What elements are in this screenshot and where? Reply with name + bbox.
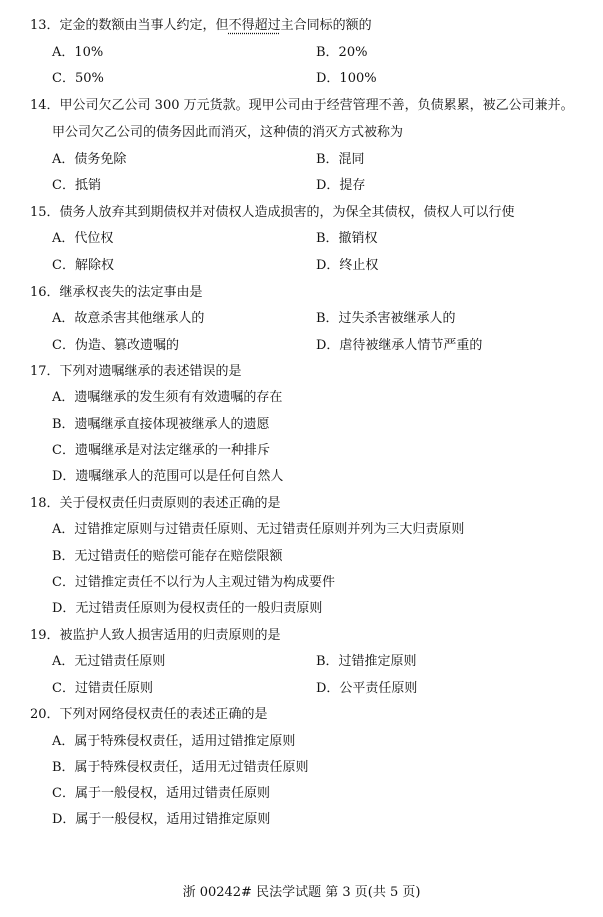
question-stem: 债务人放弃其到期债权并对债权人造成损害的，为保全其债权，债权人可以行使	[59, 205, 515, 220]
question-stem: 定金的数额由当事人约定，但不得超过主合同标的额的	[59, 18, 372, 33]
option-d: D．属于一般侵权，适用过错推定原则	[52, 812, 271, 827]
option-a: A．遗嘱继承的发生须有有效遗嘱的存在	[52, 390, 283, 405]
option-a: A．10%	[52, 45, 104, 60]
question-number: 20．	[30, 707, 60, 722]
option-d: D．虐待被继承人情节严重的	[316, 338, 483, 353]
option-c: C．解除权	[52, 258, 114, 273]
option-c: C．属于一般侵权，适用过错责任原则	[52, 786, 270, 801]
question-stem-continued: 甲公司欠乙公司的债务因此而消灭，这种债的消灭方式被称为	[52, 125, 404, 140]
option-c: C．过错责任原则	[52, 681, 153, 696]
option-a: A．故意杀害其他继承人的	[52, 311, 205, 326]
option-b: B．过错推定原则	[316, 654, 417, 669]
option-a: A．无过错责任原则	[52, 654, 166, 669]
option-b: B．撤销权	[316, 231, 378, 246]
question-15	[30, 201, 590, 220]
question-number: 13．	[30, 18, 60, 33]
question-13	[30, 14, 590, 33]
option-c: C．50%	[52, 71, 104, 86]
option-c: C．过错推定责任不以行为人主观过错为构成要件	[52, 575, 335, 590]
option-c: C．抵销	[52, 178, 101, 193]
option-d: D．终止权	[316, 258, 379, 273]
question-stem: 被监护人致人损害适用的归责原则的是	[59, 628, 281, 643]
question-stem: 下列对遗嘱继承的表述错误的是	[59, 364, 242, 379]
option-d: D．提存	[316, 178, 366, 193]
question-number: 14．	[30, 98, 60, 113]
question-16	[30, 281, 590, 300]
question-number: 18．	[30, 496, 60, 511]
option-b: B．20%	[316, 45, 368, 60]
question-number: 15．	[30, 205, 60, 220]
question-20	[30, 703, 590, 722]
question-stem: 下列对网络侵权责任的表述正确的是	[59, 707, 268, 722]
question-17	[30, 360, 590, 379]
question-stem: 甲公司欠乙公司 300 万元货款。现甲公司由于经营管理不善，负债累累，被乙公司兼并。	[59, 98, 574, 113]
emphasis-text: 不得超过	[228, 18, 281, 33]
question-stem: 关于侵权责任归责原则的表述正确的是	[59, 496, 281, 511]
question-19	[30, 624, 590, 643]
question-number: 16．	[30, 285, 60, 300]
option-b: B．混同	[316, 152, 365, 167]
option-c: C．伪造、篡改遗嘱的	[52, 338, 179, 353]
question-number: 19．	[30, 628, 60, 643]
option-b: B．遗嘱继承直接体现被继承人的遗愿	[52, 417, 270, 432]
option-d: D．遗嘱继承人的范围可以是任何自然人	[52, 469, 284, 484]
option-a: A．过错推定原则与过错责任原则、无过错责任原则并列为三大归责原则	[52, 522, 465, 537]
question-stem: 继承权丧失的法定事由是	[59, 285, 203, 300]
option-c: C．遗嘱继承是对法定继承的一种排斥	[52, 443, 270, 458]
option-b: B．无过错责任的赔偿可能存在赔偿限额	[52, 549, 283, 564]
option-d: D．无过错责任原则为侵权责任的一般归责原则	[52, 601, 323, 616]
question-14	[30, 94, 590, 113]
option-d: D．公平责任原则	[316, 681, 418, 696]
page-footer: 浙 00242# 民法学试题 第 3 页(共 5 页)	[182, 885, 421, 900]
option-a: A．属于特殊侵权责任，适用过错推定原则	[52, 734, 296, 749]
option-b: B．过失杀害被继承人的	[316, 311, 456, 326]
question-number: 17．	[30, 364, 60, 379]
option-a: A．债务免除	[52, 152, 127, 167]
question-18	[30, 492, 590, 511]
option-a: A．代位权	[52, 231, 114, 246]
option-b: B．属于特殊侵权责任，适用无过错责任原则	[52, 760, 309, 775]
option-d: D．100%	[316, 71, 377, 86]
